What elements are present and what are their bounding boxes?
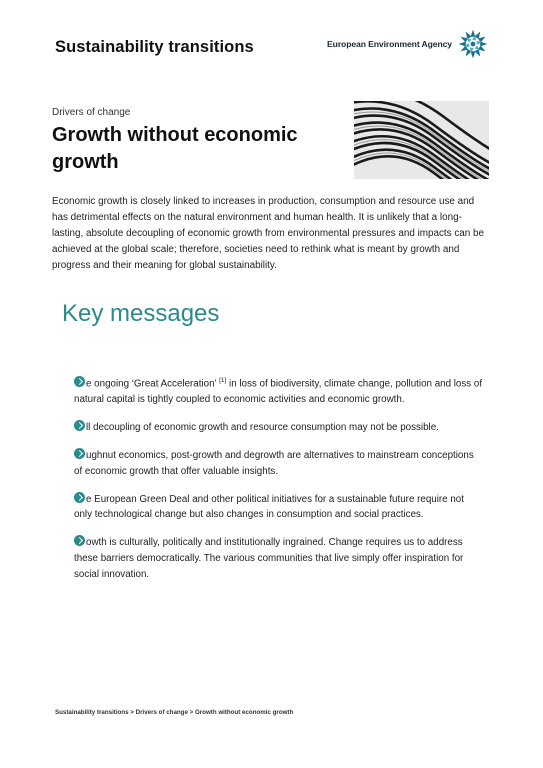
message-text: owth is culturally, politically and institutionally ingrained. Change requires us to address these barriers democratically. The various communities that live simply offer inspiration for social innovation.	[74, 537, 464, 580]
footnote-link[interactable]: [1]	[219, 377, 227, 384]
key-messages-list	[74, 373, 484, 595]
eea-logo-icon	[457, 28, 489, 60]
bullet-icon	[74, 492, 85, 503]
agency-name: European Environment Agency	[327, 39, 452, 49]
page-header-title: Sustainability transitions	[55, 38, 254, 56]
key-message-item	[74, 535, 484, 582]
message-text-continued: in loss of biodiversity, climate change, pollution and loss of natural capital is tightly coupled to economic activities and economic growth.	[74, 378, 483, 405]
message-text: e European Green Deal and other political initiatives for a sustainable future require not only technological change but also changes in consumption and social practices.	[74, 493, 464, 521]
message-text: e ongoing ‘Great Acceleration’	[86, 378, 220, 390]
intro-paragraph: Economic growth is closely linked to increases in production, consumption and resource use and has detrimental effects on the natural environment and human health. It is unlikely that a long-lasting, absolute decoupling of economic growth from environmental pressures and impacts can be achieved at the global scale; therefore, societies need to rethink what is meant by growth and progress and their meaning for global sustainability.	[52, 196, 484, 272]
section-kicker: Drivers of change	[52, 107, 131, 118]
footer-breadcrumb: Sustainability transitions > Drivers of change > Growth without economic growth	[55, 709, 294, 716]
bullet-icon	[74, 420, 85, 431]
key-message-item	[74, 420, 484, 436]
message-text: ll decoupling of economic growth and resource consumption may not be possible.	[86, 421, 439, 433]
message-text: ughnut economics, post-growth and degrowth are alternatives to mainstream conceptions of economic growth that offer valuable insights.	[74, 450, 474, 477]
key-message-item	[74, 492, 484, 523]
page-title: Growth without economic growth	[52, 124, 298, 173]
key-messages-heading: Key messages	[62, 300, 220, 327]
abstract-architecture-image	[354, 101, 489, 179]
bullet-icon	[74, 376, 85, 387]
key-message-item	[74, 448, 484, 479]
agency-branding[interactable]	[327, 28, 489, 60]
key-message-item	[74, 373, 484, 407]
bullet-icon	[74, 535, 85, 546]
bullet-icon	[74, 448, 85, 459]
